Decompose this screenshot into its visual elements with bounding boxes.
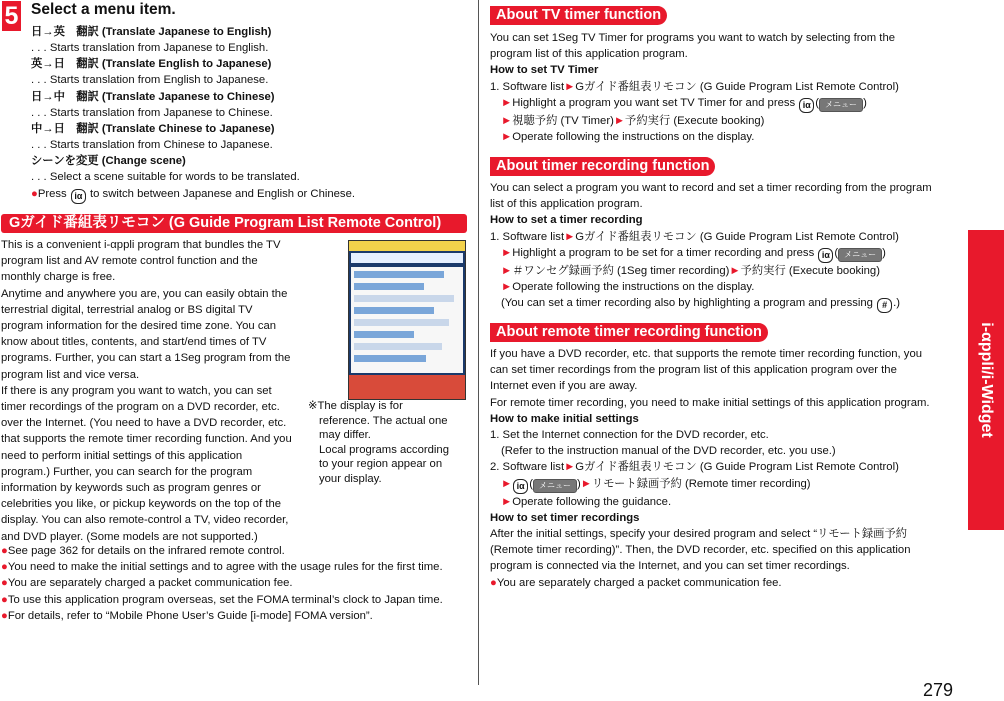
bullet-item: ●For details, refer to “Mobile Phone User’s Guide [i-mode] FOMA version”. [1, 609, 373, 622]
menu-item-desc: . . . Starts translation from Japanese to Chinese. [31, 107, 273, 119]
app-screenshot-image [348, 240, 466, 400]
arrow-icon: ► [564, 461, 576, 474]
tv-timer-section: You can set 1Seg TV Timer for programs you want to watch by selecting from the program list of this application program. How to set TV Timer 1. Software list►Gガイド番組表リモコン (G Guide Program List Remote Control) ►Highlight a program you want set TV Timer for and press iα ( メニュー ) ►視聴予約 (TV Timer)►予約実行 (Execute booking) ►Operate following the instructions on the display. [490, 32, 899, 144]
arrow-icon: ► [501, 246, 513, 259]
menu-item-desc: . . . Starts translation from English to Japanese. [31, 74, 269, 86]
arrow-icon: ► [564, 230, 576, 243]
menu-item-label: 日→中 翻訳 (Translate Japanese to Chinese) [31, 91, 275, 103]
arrow-icon: ► [580, 477, 592, 490]
bullet-icon: ● [490, 576, 497, 589]
bullet-icon: ● [31, 188, 38, 200]
press-note: ●Press iα to switch between Japanese and English or Chinese. [31, 186, 355, 204]
timer-recording-section: You can select a program you want to record and set a timer recording from the program list of this application program. How to set a timer recording 1. Software list►Gガイド番組表リモコン (G Guide Program List Remote Control) ►Highlight a program to be set for a timer recording and press iα ( メニュー ) ►＃ワンセグ録画予約 (1Seg timer recording)►予約実行 (Execute booking) ►Operate following the instructions on the display. (You can set a timer recording also by highlighting a program and pressing # .) [490, 180, 932, 313]
arrow-icon: ► [501, 495, 513, 508]
menu-item-label: 日→英 翻訳 (Translate Japanese to English) [31, 26, 272, 38]
i-alpha-key-icon: iα [818, 248, 833, 263]
page-number: 279 [923, 680, 954, 700]
bullet-item: ●To use this application program overseas, set the FOMA terminal’s clock to Japan time. [1, 593, 443, 606]
image-note: ※The display is for reference. The actual one may differ. Local programs according to your region appear on your display. [308, 400, 449, 485]
chapter-side-tab-label: i-αppli/i-Widget [978, 322, 995, 438]
bullet-icon: ● [1, 593, 8, 606]
section-header-tv-timer: About TV timer function [490, 6, 667, 25]
arrow-icon: ► [501, 96, 513, 109]
arrow-icon: ► [501, 281, 513, 294]
menu-item-desc: . . . Select a scene suitable for words to be translated. [31, 171, 300, 183]
menu-item-label: 中→日 翻訳 (Translate Chinese to Japanese) [31, 123, 275, 135]
bullet-icon: ● [1, 609, 8, 622]
bullet-item: ●See page 362 for details on the infrared remote control. [1, 545, 285, 557]
hash-key-icon: # [877, 298, 892, 313]
menu-item-desc: . . . Starts translation from Japanese to English. [31, 42, 269, 54]
bullet-item: ●You are separately charged a packet communication fee. [1, 577, 293, 590]
chapter-side-tab [968, 230, 1004, 530]
bullet-icon: ● [1, 545, 8, 557]
bullet-item: ●You need to make the initial settings and to agree with the usage rules for the first time. [1, 561, 443, 574]
bullet-icon: ● [1, 577, 8, 590]
arrow-icon: ► [564, 80, 576, 93]
i-alpha-key-icon: iα [799, 98, 814, 113]
arrow-icon: ► [501, 477, 513, 490]
remote-timer-section: If you have a DVD recorder, etc. that supports the remote timer recording function, you can set timer recordings from the program list of this application program over the Internet even if you are away. For remote timer recording, you need to make initial settings of this application program. How to make initial settings 1. Set the Internet connection for the DVD recorder, etc. (Refer to the instruction manual of the DVD recorder, etc. you use.) 2. Software list►Gガイド番組表リモコン (G Guide Program List Remote Control) ► iα ( メニュー )►リモート録画予約 (Remote timer recording) ►Operate following the guidance. How to set timer recordings After the initial settings, specify your desired program and select “リモート録画予約 (Remote timer recording)”. Then, the DVD recorder, etc. specified on this application program is connected via the Internet, and you can set timer recordings. ●You are separately charged a packet communication fee. [490, 348, 930, 589]
menu-item-label: シーンを変更 (Change scene) [31, 155, 186, 167]
menu-key-icon: メニュー [533, 479, 577, 493]
step-number: 5 [2, 1, 21, 31]
step-title: Select a menu item. [31, 1, 176, 18]
menu-item-label: 英→日 翻訳 (Translate English to Japanese) [31, 58, 272, 70]
arrow-icon: ► [613, 114, 626, 127]
menu-key-icon: メニュー [819, 98, 863, 112]
arrow-icon: ► [729, 264, 741, 277]
g-guide-bullets [1, 543, 443, 624]
bullet-icon: ● [1, 561, 8, 574]
menu-item-desc: . . . Starts translation from Chinese to Japanese. [31, 139, 273, 151]
arrow-icon: ► [501, 264, 513, 277]
column-divider [478, 0, 479, 685]
section-header-g-guide: Gガイド番組表リモコン (G Guide Program List Remote Control) [1, 214, 467, 233]
g-guide-paragraph: This is a convenient i-αppli program that bundles the TV program list and AV remote control function and the monthly charge is free. Anytime and anywhere you are, you can easily obtain the terrestrial digital, terrestrial analog or BS digital TV program information for the desired time zone. You can know about titles, contents, and start/end times of TV programs. Further, you can start a 1Seg program from the program list and vice versa. If there is any program you want to watch, you can set timer recordings of the program on a DVD recorder, etc. over the Internet. (You need to have a DVD recorder, etc. that supports the remote timer recording function. And you need to perform initial settings of this application program.) Further, you can search for the program information by keywords such as program genres or celebrities you like, or pickup keywords on the top of the display. You can also remote-control a TV, video recorder, and DVD player. (Some models are not supported.) [1, 239, 292, 543]
section-header-timer-recording: About timer recording function [490, 157, 715, 176]
arrow-icon: ► [501, 131, 513, 144]
menu-key-icon: メニュー [838, 248, 882, 262]
i-alpha-key-icon: iα [513, 479, 528, 494]
arrow-icon: ► [501, 114, 513, 127]
i-alpha-key-icon: iα [71, 189, 86, 204]
section-header-remote-timer: About remote timer recording function [490, 323, 768, 342]
